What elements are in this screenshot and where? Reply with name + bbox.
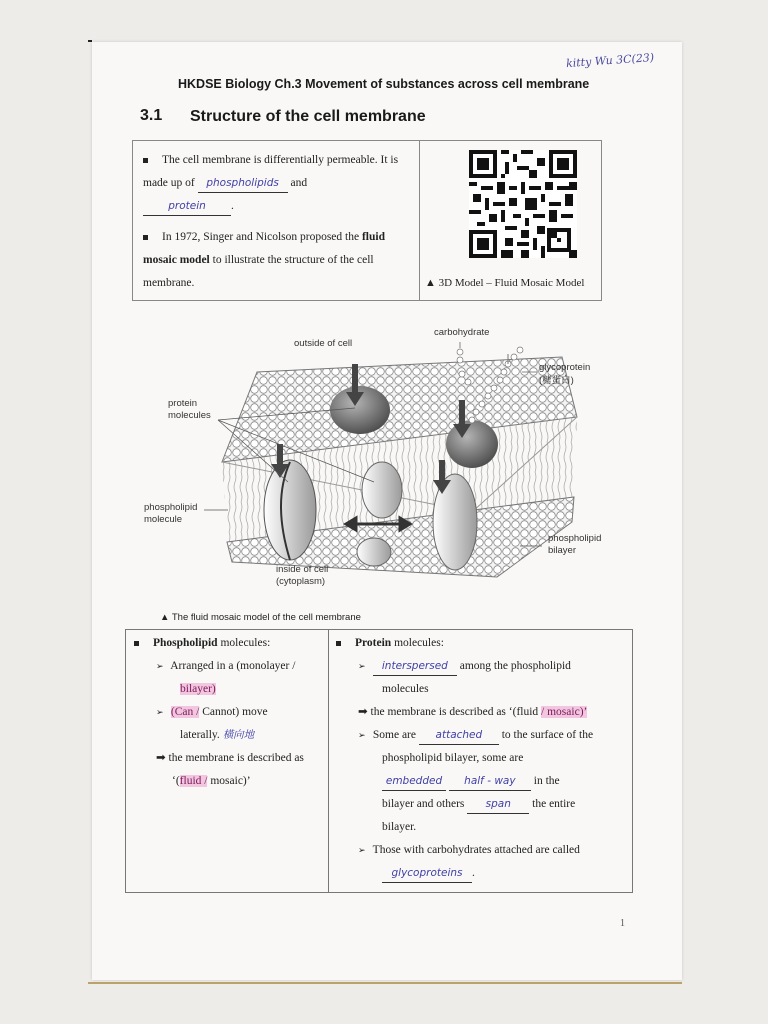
bullet-icon	[143, 158, 148, 163]
phospholipid-row-1	[134, 655, 326, 678]
text-table-right-r7_after: the entire	[532, 798, 576, 810]
label-glycoprotein: glycoprotein	[539, 362, 591, 373]
intro-p2-text: In 1972, Singer and Nicolson proposed the	[162, 231, 360, 243]
text-table-right-r10_end: .	[472, 867, 475, 879]
arrowhead-icon: ➢	[358, 730, 366, 740]
qr-code-icon[interactable]	[469, 149, 577, 259]
text-table-right-r4_after: to the surface of the	[501, 729, 594, 741]
phospholipid-row-6	[134, 770, 326, 793]
protein-row-8	[336, 816, 628, 839]
intro-p2-after: to illustrate the structure of the cell membrane.	[143, 254, 374, 289]
protein-heading	[336, 632, 628, 655]
page-bottom-edge	[88, 982, 682, 984]
label-protein-molecules: molecules	[168, 410, 211, 421]
handwritten-name: kitty Wu 3C(23)	[565, 50, 655, 71]
channel-protein-left	[264, 460, 316, 560]
blank-glycoproteins: glycoproteins	[382, 867, 472, 883]
blank-phospholipids: phospholipids	[198, 177, 288, 193]
blank-protein: protein	[143, 200, 231, 216]
integral-protein-lower	[357, 538, 391, 566]
page-number: 1	[620, 918, 625, 929]
text-table-left-l5_hl: fluid /	[179, 775, 208, 787]
phospholipid-column	[134, 632, 326, 793]
protein-row-7	[336, 793, 628, 816]
blank-half-way: half - way	[449, 775, 531, 791]
text-table-left-l5_open: ‘(	[172, 775, 180, 787]
integral-protein-center	[362, 462, 402, 518]
text-table-right-r5: phospholipid bilayer, some are	[382, 752, 524, 764]
text-table-right-r7_before: bilayer and others	[382, 798, 465, 810]
blank-embedded: embedded	[382, 775, 446, 791]
phospholipid-row-5	[134, 747, 326, 770]
phospholipid-row-4	[134, 724, 326, 747]
fluid-mosaic-diagram	[142, 322, 642, 612]
label-inside-cell: inside of cell	[276, 564, 329, 575]
text-table-left-l4: the membrane is described as	[168, 752, 304, 764]
figure-caption: ▲ The fluid mosaic model of the cell membrane	[160, 612, 361, 623]
protein-row-10	[336, 862, 628, 885]
box-divider	[419, 141, 420, 300]
label-glycoprotein-cn: (糖蛋白)	[539, 375, 574, 386]
protein-row-6	[336, 770, 628, 793]
intro-text	[143, 149, 411, 295]
scan-mark	[88, 40, 92, 42]
text-table-right-r3_hl: / mosaic)’	[541, 706, 588, 718]
protein-row-9	[336, 839, 628, 862]
protein-row-5	[336, 747, 628, 770]
intro-p2-bold: fluid mosaic model	[143, 231, 385, 266]
protein-column	[336, 632, 628, 885]
bullet-icon	[336, 641, 341, 646]
protein-row-1	[336, 655, 628, 678]
blank-interspersed: interspersed	[373, 660, 457, 676]
section-title: Structure of the cell membrane	[190, 108, 426, 125]
right-arrow-icon: ➡	[156, 752, 166, 764]
phospholipid-heading	[134, 632, 326, 655]
text-table-left-l2_hl: (Can /	[170, 706, 200, 718]
text-table-left-l1_hl: bilayer)	[180, 683, 216, 695]
label-cytoplasm: (cytoplasm)	[276, 576, 326, 587]
bullet-icon	[143, 235, 148, 240]
label-protein: protein	[168, 398, 198, 409]
protein-row-3	[336, 701, 628, 724]
qr-caption: ▲ 3D Model – Fluid Mosaic Model	[425, 277, 585, 289]
phospholipid-row-2	[134, 678, 326, 701]
section-number: 3.1	[140, 107, 163, 124]
intro-point-1	[143, 149, 411, 218]
label-phospholipid: phospholipid	[144, 502, 198, 513]
phospholipid-row-3	[134, 701, 326, 724]
text-table-right-r4_before: Some are	[372, 729, 416, 741]
text-table-right-heading_rest: molecules:	[394, 637, 444, 649]
right-arrow-icon: ➡	[358, 706, 368, 718]
intro-p1-end: .	[231, 200, 234, 212]
text-table-left-l5_close: mosaic)’	[210, 775, 251, 787]
protein-row-4	[336, 724, 628, 747]
blank-attached: attached	[419, 729, 499, 745]
label-bilayer: phospholipid	[548, 533, 602, 544]
text-table-right-r1_rest: among the phospholipid	[459, 660, 571, 672]
text-table-right-heading_bold: Protein	[355, 637, 392, 649]
text-table-right-r8: bilayer.	[382, 821, 417, 833]
text-table-right-r3: the membrane is described as ‘(fluid	[370, 706, 539, 718]
intro-p1-text: The cell membrane is differentially permeable. It is made up of	[143, 154, 399, 189]
label-outside-cell: outside of cell	[294, 338, 353, 349]
intro-point-2	[143, 226, 411, 295]
table-divider	[328, 630, 329, 892]
arrowhead-icon: ➢	[156, 707, 164, 717]
text-table-right-r2: molecules	[382, 683, 429, 695]
arrowhead-icon: ➢	[156, 661, 164, 671]
comparison-table	[125, 629, 633, 893]
intro-box	[132, 140, 602, 301]
text-table-left-heading_bold: Phospholipid	[153, 637, 218, 649]
protein-row-2	[336, 678, 628, 701]
label-bilayer-2: bilayer	[548, 545, 576, 556]
intro-p1-and: and	[290, 177, 308, 189]
text-table-right-r9: Those with carbohydrates attached are called	[372, 844, 580, 856]
text-table-right-r6_after: in the	[533, 775, 560, 787]
page-header: HKDSE Biology Ch.3 Movement of substances across cell membrane	[178, 77, 590, 91]
text-table-left-l3_hw: 橫向地	[222, 729, 255, 741]
text-table-left-l3: laterally.	[180, 729, 220, 741]
bullet-icon	[134, 641, 139, 646]
arrowhead-icon: ➢	[358, 661, 366, 671]
text-table-left-l1: Arranged in a (monolayer /	[170, 660, 296, 672]
arrowhead-icon: ➢	[358, 845, 366, 855]
blank-span: span	[467, 798, 529, 814]
label-phospholipid-molecule: molecule	[144, 514, 183, 525]
glycoprotein-body	[446, 420, 498, 468]
text-table-left-heading_rest: molecules:	[220, 637, 271, 649]
text-table-left-l2_rest: Cannot) move	[202, 706, 268, 718]
label-carbohydrate: carbohydrate	[434, 327, 490, 338]
